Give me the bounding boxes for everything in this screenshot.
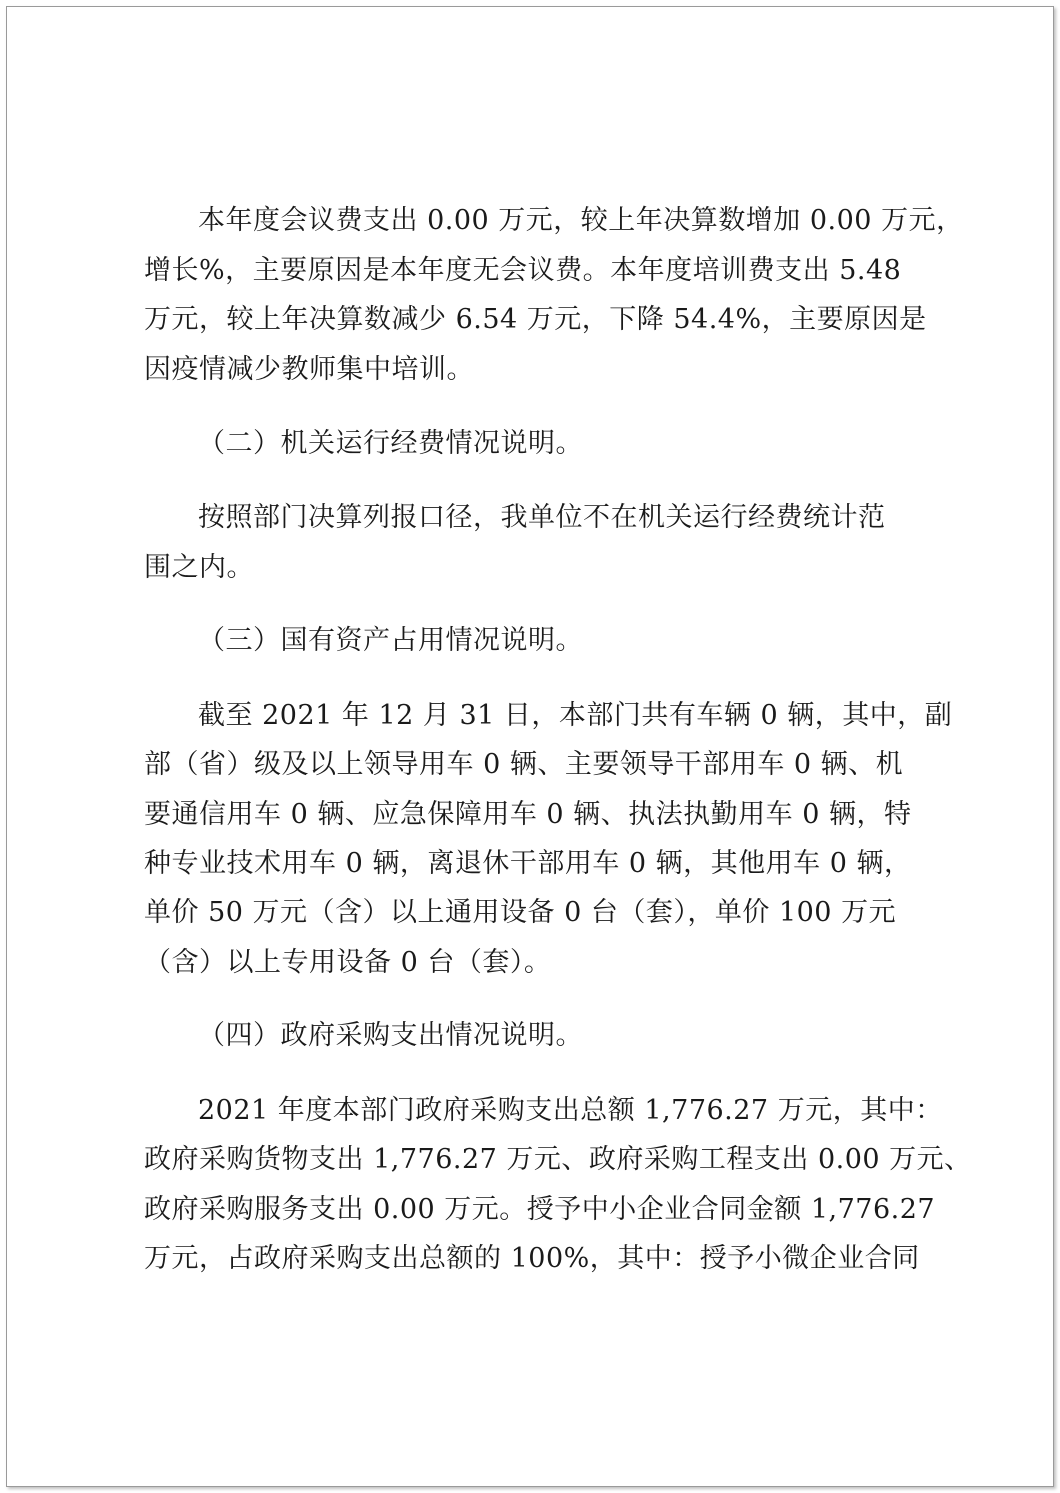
section-heading-operating-funds: （二）机关运行经费情况说明。 [198, 428, 583, 459]
paragraph-state-assets-line-3: 要通信用车 0 辆、应急保障用车 0 辆、执法执勤用车 0 辆，特 [144, 799, 912, 830]
paragraph-state-assets-line-2: 部（省）级及以上领导用车 0 辆、主要领导干部用车 0 辆、机 [144, 749, 904, 780]
paragraph-state-assets-line-6: （含）以上专用设备 0 台（套）。 [144, 947, 552, 978]
paragraph-procurement-line-4: 万元，占政府采购支出总额的 100%，其中：授予小微企业合同 [144, 1243, 920, 1274]
paragraph-meeting-fee-line-3: 万元，较上年决算数减少 6.54 万元，下降 54.4%，主要原因是 [144, 304, 927, 335]
paragraph-procurement-line-2: 政府采购货物支出 1,776.27 万元、政府采购工程支出 0.00 万元、 [144, 1144, 972, 1175]
paragraph-state-assets-line-4: 种专业技术用车 0 辆，离退休干部用车 0 辆，其他用车 0 辆， [144, 848, 912, 879]
paragraph-meeting-fee-line-4: 因疫情减少教师集中培训。 [144, 354, 474, 385]
paragraph-procurement-line-1: 2021 年度本部门政府采购支出总额 1,776.27 万元，其中： [198, 1095, 943, 1126]
paragraph-state-assets-line-1: 截至 2021 年 12 月 31 日，本部门共有车辆 0 辆，其中，副 [198, 700, 953, 731]
paragraph-operating-funds-line-1: 按照部门决算列报口径，我单位不在机关运行经费统计范 [198, 502, 886, 533]
section-heading-procurement: （四）政府采购支出情况说明。 [198, 1020, 583, 1051]
paragraph-meeting-fee-line-2: 增长%，主要原因是本年度无会议费。本年度培训费支出 5.48 [144, 255, 902, 286]
paragraph-meeting-fee-line-1: 本年度会议费支出 0.00 万元，较上年决算数增加 0.00 万元， [198, 205, 964, 236]
paragraph-operating-funds-line-2: 围之内。 [144, 552, 254, 583]
paragraph-procurement-line-3: 政府采购服务支出 0.00 万元。授予中小企业合同金额 1,776.27 [144, 1194, 936, 1225]
paragraph-state-assets-line-5: 单价 50 万元（含）以上通用设备 0 台（套），单价 100 万元 [144, 897, 897, 928]
section-heading-state-assets: （三）国有资产占用情况说明。 [198, 625, 583, 656]
